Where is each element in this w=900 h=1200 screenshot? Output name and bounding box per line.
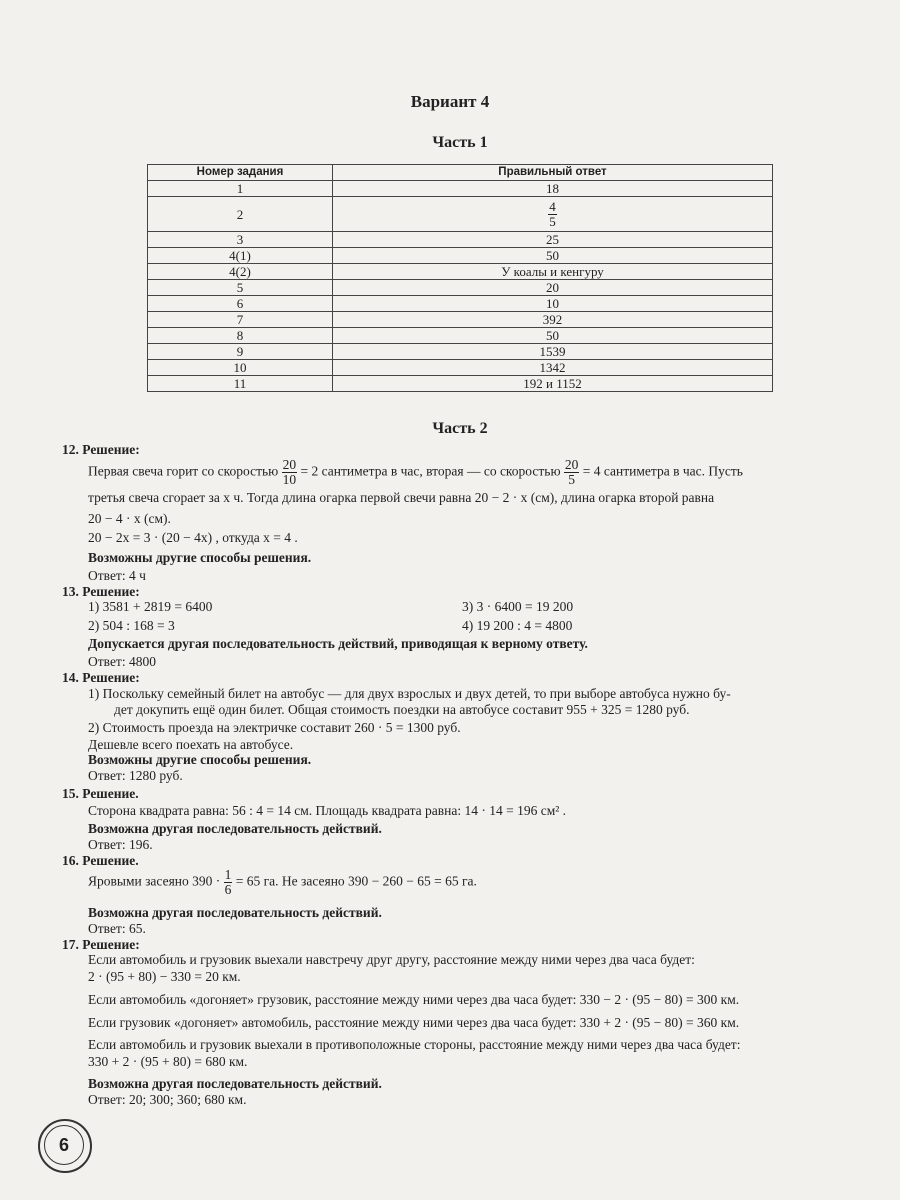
solution-17-note: Возможна другая последовательность действий.	[88, 1076, 382, 1091]
solution-12-label: 12. Решение:	[62, 442, 140, 457]
table-row: 4(1) 50	[148, 248, 773, 264]
solution-16-answer: Ответ: 65.	[88, 921, 146, 936]
solution-17-line1: Если автомобиль и грузовик выехали навстречу друг другу, расстояние между ними через два часа будет:	[88, 952, 695, 967]
solution-17-line5: Если автомобиль и грузовик выехали в противоположные стороны, расстояние между ними через два часа будет:	[88, 1037, 741, 1052]
solution-15-answer: Ответ: 196.	[88, 837, 153, 852]
solution-17-line4: Если грузовик «догоняет» автомобиль, расстояние между ними через два часа будет: 330 + 2 · (95 − 80) = 360 км.	[88, 1015, 740, 1030]
solution-12-answer: Ответ: 4 ч	[88, 568, 146, 583]
variant-title: Вариант 4	[410, 92, 490, 111]
table-row: 1 18	[148, 181, 773, 197]
solution-14-note: Возможны другие способы решения.	[88, 752, 312, 767]
solution-16-label: 16. Решение.	[62, 853, 139, 868]
page-number: 6	[44, 1125, 84, 1165]
table-row: 8 50	[148, 328, 773, 344]
solution-13-step2: 2) 504 : 168 = 3	[88, 618, 175, 633]
table-row: 7 392	[148, 312, 773, 328]
table-row: 6 10	[148, 296, 773, 312]
solution-12-note: Возможны другие способы решения.	[88, 550, 312, 565]
solution-14-step1b: дет докупить ещё один билет. Общая стоимость поездки на автобусе составит 955 + 325 = 1280 руб.	[114, 702, 690, 717]
table-row: 5 20	[148, 280, 773, 296]
table-row: 2 $\frac{4}{5}$	[148, 197, 773, 232]
table-row: 4(2) У коалы и кенгуру	[148, 264, 773, 280]
solution-12-line1: Первая свеча горит со скоростью $\frac{20}{10}$ = 2 сантиметра в час, вторая — со скоростью $\frac{20}{5}$ = 4 сантиметра в час. Пусть	[88, 457, 743, 487]
part2-heading: Часть 2	[432, 420, 488, 437]
solution-17-answer: Ответ: 20; 300; 360; 680 км.	[88, 1092, 247, 1107]
solution-12-line2: третья свеча сгорает за x ч. Тогда длина огарка первой свечи равна 20 − 2 · x (см), длина огарка второй равна	[88, 490, 715, 505]
header-task-number: Номер задания	[148, 165, 333, 181]
solution-14-line3: Дешевле всего поехать на автобусе.	[88, 737, 294, 752]
page-number-badge	[38, 1119, 92, 1173]
solution-17-label: 17. Решение:	[62, 937, 140, 952]
fraction: $\frac{20}{5}$	[564, 457, 579, 487]
solution-13-step1: 1) 3581 + 2819 = 6400	[88, 599, 213, 614]
solution-14-answer: Ответ: 1280 руб.	[88, 768, 183, 783]
solution-13-step3: 3) 3 · 6400 = 19 200	[462, 599, 574, 614]
solution-14-step2: 2) Стоимость проезда на электричке составит 260 · 5 = 1300 руб.	[88, 720, 461, 735]
solution-14-step1a: 1) Поскольку семейный билет на автобус — для двух взрослых и двух детей, то при выборе автобуса нужно бу-	[88, 686, 731, 701]
solution-15-line1: Сторона квадрата равна: 56 : 4 = 14 см. Площадь квадрата равна: 14 · 14 = 196 см² .	[88, 803, 567, 818]
solution-13-note: Допускается другая последовательность действий, приводящая к верному ответу.	[88, 636, 588, 651]
table-row: 10 1342	[148, 360, 773, 376]
solution-15-note: Возможна другая последовательность действий.	[88, 821, 382, 836]
answers-table	[147, 164, 773, 392]
solution-15-label: 15. Решение.	[62, 786, 139, 801]
solution-16-line1: Яровыми засеяно 390 · $\frac{1}{6}$ = 65 га. Не засеяно 390 − 260 − 65 = 65 га.	[88, 867, 477, 897]
solution-16-note: Возможна другая последовательность действий.	[88, 905, 382, 920]
table-row: 9 1539	[148, 344, 773, 360]
solution-13-step4: 4) 19 200 : 4 = 4800	[462, 618, 573, 633]
part1-heading: Часть 1	[432, 134, 488, 151]
table-row: 3 25	[148, 232, 773, 248]
fraction: $\frac{4}{5}$	[549, 198, 556, 229]
solution-13-label: 13. Решение:	[62, 584, 140, 599]
solution-14-label: 14. Решение:	[62, 670, 140, 685]
solution-17-line6: 330 + 2 · (95 + 80) = 680 км.	[88, 1054, 248, 1069]
solution-17-line3: Если автомобиль «догоняет» грузовик, расстояние между ними через два часа будет: 330 − 2 · (95 − 80) = 300 км.	[88, 992, 740, 1007]
table-header-row	[148, 165, 773, 181]
solution-12-line4: 20 − 2x = 3 · (20 − 4x) , откуда x = 4 .	[88, 530, 298, 545]
header-correct-answer: Правильный ответ	[333, 165, 773, 181]
fraction: $\frac{1}{6}$	[224, 867, 232, 897]
solution-13-answer: Ответ: 4800	[88, 654, 156, 669]
table-row: 11 192 и 1152	[148, 376, 773, 392]
fraction: $\frac{20}{10}$	[282, 457, 297, 487]
solution-17-line2: 2 · (95 + 80) − 330 = 20 км.	[88, 969, 241, 984]
solution-12-line3: 20 − 4 · x (см).	[88, 511, 171, 526]
